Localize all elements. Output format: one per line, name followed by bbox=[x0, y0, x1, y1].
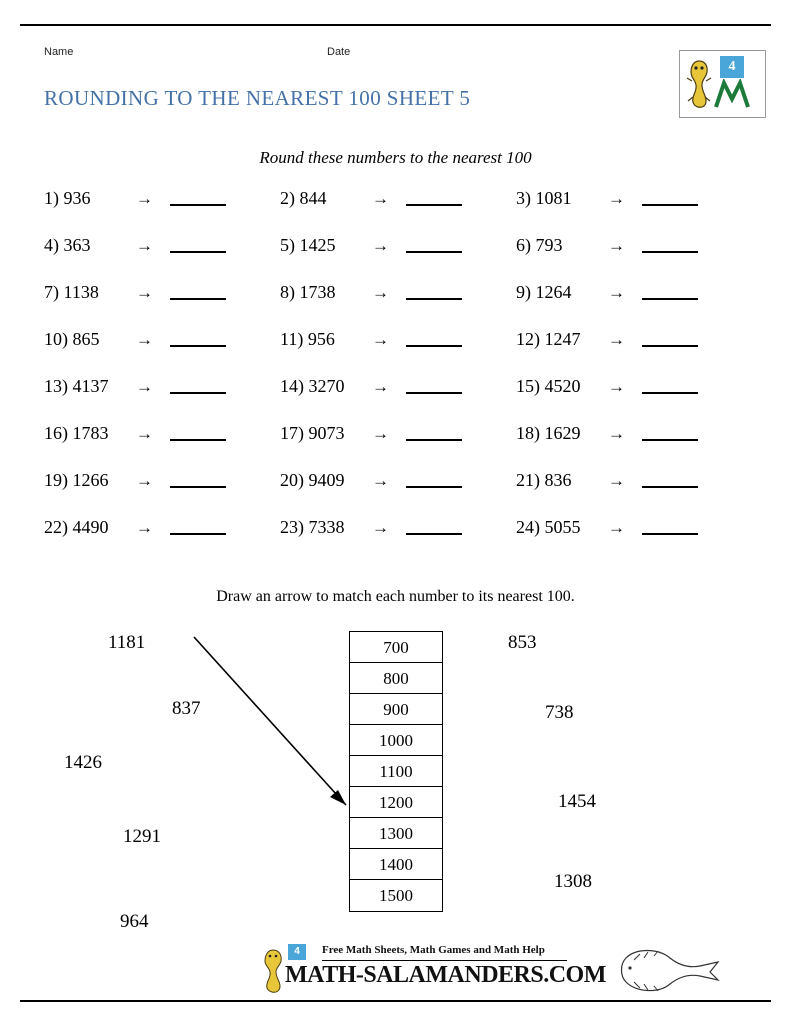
salamanders-logo bbox=[679, 50, 766, 118]
question-item bbox=[280, 517, 462, 549]
arrow-icon: → bbox=[608, 471, 625, 490]
answer-blank[interactable] bbox=[642, 376, 698, 394]
arrow-icon: → bbox=[372, 377, 389, 396]
match-number-left[interactable]: 1426 bbox=[64, 752, 102, 773]
question-row bbox=[44, 188, 754, 235]
question-item bbox=[44, 376, 226, 408]
ladder-item[interactable]: 900 bbox=[350, 694, 442, 725]
question-item bbox=[44, 188, 226, 220]
answer-blank[interactable] bbox=[170, 517, 226, 535]
match-number-left[interactable]: 1181 bbox=[108, 632, 146, 653]
match-number-right[interactable]: 1308 bbox=[554, 871, 592, 892]
match-number-right[interactable]: 853 bbox=[508, 632, 537, 653]
answer-blank[interactable] bbox=[406, 329, 462, 347]
answer-blank[interactable] bbox=[406, 188, 462, 206]
footer-url[interactable]: MATH-SALAMANDERS.COM bbox=[285, 962, 606, 988]
instruction-text: Round these numbers to the nearest 100 bbox=[259, 148, 532, 167]
header-fields bbox=[44, 46, 744, 64]
question-item bbox=[516, 329, 698, 361]
question-item bbox=[516, 235, 698, 267]
arrow-icon: → bbox=[608, 236, 625, 255]
question-item bbox=[280, 235, 462, 267]
arrow-icon: → bbox=[136, 330, 153, 349]
question-item bbox=[516, 376, 698, 408]
question-label: 19) 1266 bbox=[44, 470, 109, 490]
question-item bbox=[280, 376, 462, 408]
arrow-icon: → bbox=[136, 471, 153, 490]
answer-blank[interactable] bbox=[642, 282, 698, 300]
question-label: 8) 1738 bbox=[280, 282, 336, 302]
question-item bbox=[516, 282, 698, 314]
question-item bbox=[44, 329, 226, 361]
question-item bbox=[516, 423, 698, 455]
question-label: 17) 9073 bbox=[280, 423, 345, 443]
match-instruction-text: Draw an arrow to match each number to its nearest 100. bbox=[216, 588, 575, 605]
date-label: Date bbox=[327, 46, 351, 58]
answer-blank[interactable] bbox=[170, 188, 226, 206]
footer-tagline: Free Math Sheets, Math Games and Math Help bbox=[322, 944, 545, 956]
match-number-left[interactable]: 964 bbox=[120, 911, 149, 932]
drawn-match-arrow-icon bbox=[180, 625, 380, 825]
question-item bbox=[44, 282, 226, 314]
ladder-item[interactable]: 1400 bbox=[350, 849, 442, 880]
question-item bbox=[516, 517, 698, 549]
ladder-item[interactable]: 800 bbox=[350, 663, 442, 694]
question-item bbox=[280, 329, 462, 361]
question-row bbox=[44, 235, 754, 282]
question-row bbox=[44, 517, 754, 564]
answer-blank[interactable] bbox=[406, 235, 462, 253]
question-label: 22) 4490 bbox=[44, 517, 109, 537]
answer-blank[interactable] bbox=[642, 517, 698, 535]
question-label: 4) 363 bbox=[44, 235, 91, 255]
arrow-icon: → bbox=[608, 283, 625, 302]
question-label: 7) 1138 bbox=[44, 282, 99, 302]
answer-blank[interactable] bbox=[406, 282, 462, 300]
answer-blank[interactable] bbox=[406, 517, 462, 535]
question-label: 9) 1264 bbox=[516, 282, 572, 302]
ladder-item[interactable]: 1000 bbox=[350, 725, 442, 756]
arrow-icon: → bbox=[136, 518, 153, 537]
arrow-icon: → bbox=[608, 424, 625, 443]
answer-blank[interactable] bbox=[170, 329, 226, 347]
answer-blank[interactable] bbox=[642, 470, 698, 488]
question-item bbox=[44, 517, 226, 549]
arrow-icon: → bbox=[608, 189, 625, 208]
answer-blank[interactable] bbox=[170, 376, 226, 394]
question-label: 1) 936 bbox=[44, 188, 91, 208]
page-title: ROUNDING TO THE NEAREST 100 SHEET 5 bbox=[44, 86, 471, 110]
question-label: 20) 9409 bbox=[280, 470, 345, 490]
ladder-item[interactable]: 1500 bbox=[379, 886, 413, 905]
salamander-icon bbox=[686, 59, 712, 109]
match-number-right[interactable]: 738 bbox=[545, 702, 574, 723]
question-item bbox=[280, 470, 462, 502]
arrow-icon: → bbox=[372, 236, 389, 255]
question-item bbox=[44, 470, 226, 502]
question-label: 15) 4520 bbox=[516, 376, 581, 396]
answer-blank[interactable] bbox=[170, 470, 226, 488]
arrow-icon: → bbox=[372, 189, 389, 208]
arrow-icon: → bbox=[372, 518, 389, 537]
answer-blank[interactable] bbox=[642, 235, 698, 253]
question-label: 24) 5055 bbox=[516, 517, 581, 537]
arrow-icon: → bbox=[372, 283, 389, 302]
question-label: 5) 1425 bbox=[280, 235, 336, 255]
question-item bbox=[516, 188, 698, 220]
arrow-icon: → bbox=[136, 377, 153, 396]
question-label: 23) 7338 bbox=[280, 517, 345, 537]
arrow-icon: → bbox=[136, 283, 153, 302]
question-label: 18) 1629 bbox=[516, 423, 581, 443]
answer-blank[interactable] bbox=[406, 376, 462, 394]
name-label: Name bbox=[44, 46, 74, 58]
question-label: 14) 3270 bbox=[280, 376, 345, 396]
arrow-icon: → bbox=[136, 236, 153, 255]
question-label: 2) 844 bbox=[280, 188, 327, 208]
match-number-right[interactable]: 1454 bbox=[558, 791, 596, 812]
math-m-icon bbox=[714, 79, 762, 109]
question-label: 16) 1783 bbox=[44, 423, 109, 443]
arrow-icon: → bbox=[608, 330, 625, 349]
question-row bbox=[44, 376, 754, 423]
arrow-icon: → bbox=[136, 189, 153, 208]
question-row bbox=[44, 329, 754, 376]
question-row bbox=[44, 423, 754, 470]
question-row bbox=[44, 470, 754, 517]
question-label: 6) 793 bbox=[516, 235, 563, 255]
ladder-item[interactable]: 1200 bbox=[350, 787, 442, 818]
question-item bbox=[280, 282, 462, 314]
question-item bbox=[44, 235, 226, 267]
arrow-icon: → bbox=[372, 330, 389, 349]
question-item bbox=[280, 188, 462, 220]
question-row bbox=[44, 282, 754, 329]
arrow-icon: → bbox=[372, 424, 389, 443]
answer-blank[interactable] bbox=[642, 329, 698, 347]
question-label: 21) 836 bbox=[516, 470, 572, 490]
match-number-left[interactable]: 1291 bbox=[123, 826, 161, 847]
ladder-item[interactable]: 1100 bbox=[350, 756, 442, 787]
top-divider bbox=[20, 24, 771, 26]
answer-blank[interactable] bbox=[170, 235, 226, 253]
arrow-icon: → bbox=[608, 518, 625, 537]
ladder-item[interactable]: 700 bbox=[350, 632, 442, 663]
arrow-icon: → bbox=[136, 424, 153, 443]
question-label: 11) 956 bbox=[280, 329, 335, 349]
question-item bbox=[44, 423, 226, 455]
question-label: 13) 4137 bbox=[44, 376, 109, 396]
footer-salamander-icon bbox=[258, 948, 288, 994]
lizard-icon bbox=[614, 942, 724, 998]
answer-blank[interactable] bbox=[406, 470, 462, 488]
question-item bbox=[516, 470, 698, 502]
questions-grid bbox=[44, 188, 754, 564]
answer-blank[interactable] bbox=[170, 423, 226, 441]
ladder-item[interactable]: 1300 bbox=[350, 818, 442, 849]
footer-grade-badge: 4 bbox=[288, 944, 306, 960]
footer-divider bbox=[322, 960, 567, 961]
footer bbox=[0, 942, 791, 998]
answer-blank[interactable] bbox=[642, 423, 698, 441]
question-label: 12) 1247 bbox=[516, 329, 581, 349]
arrow-icon: → bbox=[608, 377, 625, 396]
question-label: 10) 865 bbox=[44, 329, 100, 349]
question-item bbox=[280, 423, 462, 455]
grade-badge: 4 bbox=[720, 56, 744, 78]
answer-blank[interactable] bbox=[170, 282, 226, 300]
arrow-icon: → bbox=[372, 471, 389, 490]
answer-blank[interactable] bbox=[642, 188, 698, 206]
match-number-left[interactable]: 837 bbox=[172, 698, 201, 719]
bottom-divider bbox=[20, 1000, 771, 1002]
answer-blank[interactable] bbox=[406, 423, 462, 441]
question-label: 3) 1081 bbox=[516, 188, 572, 208]
